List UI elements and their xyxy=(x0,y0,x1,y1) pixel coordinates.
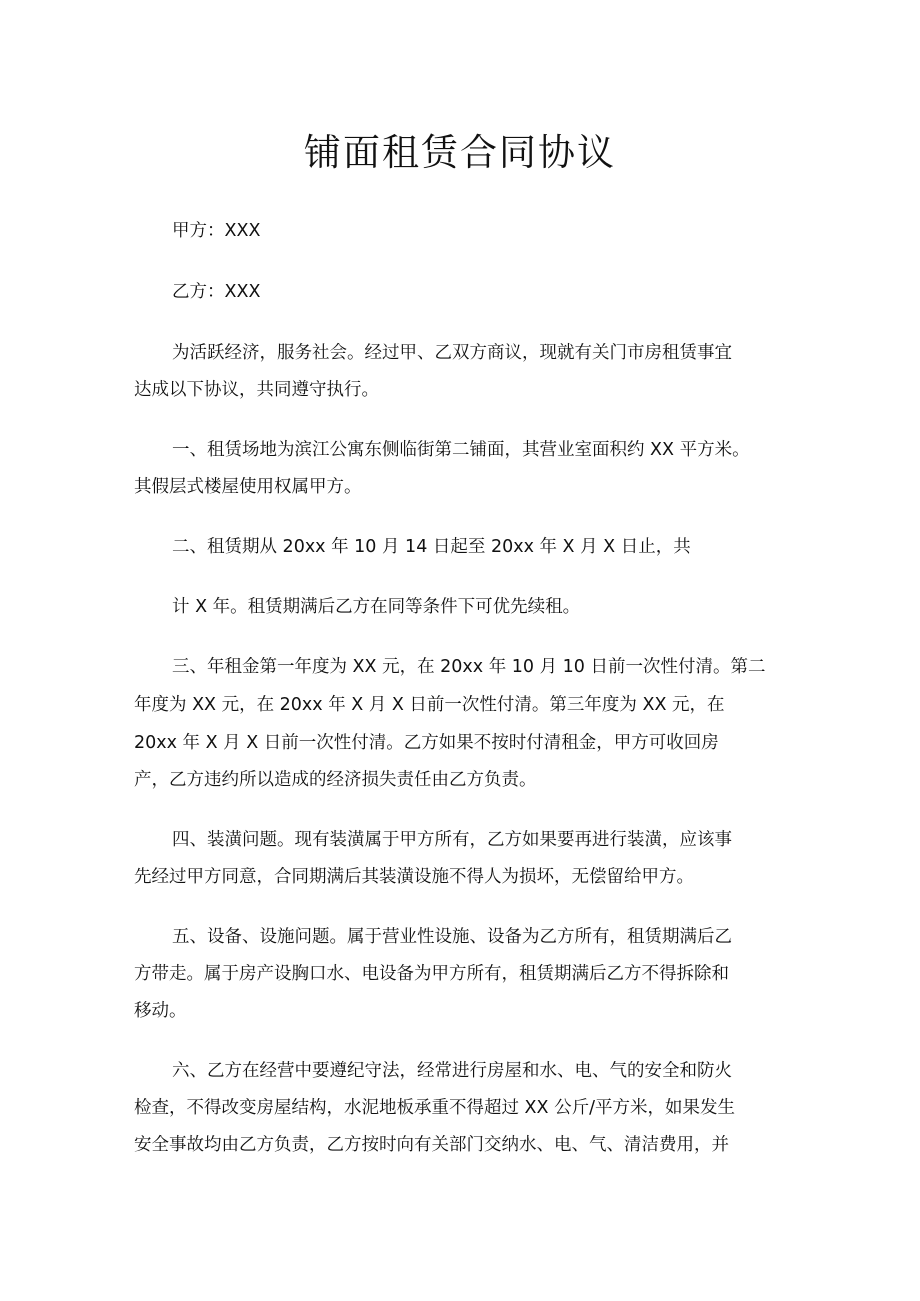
clause-5-line-2: 方带走。属于房产设胸口水、电设备为甲方所有，租赁期满后乙方不得拆除和 xyxy=(134,964,729,984)
party-a: 甲方：XXX xyxy=(172,221,261,241)
clause-4-line-1: 四、装潢问题。现有装潢属于甲方所有，乙方如果要再进行装潢，应该事 xyxy=(172,830,732,850)
clause-6-line-3: 安全事故均由乙方负责，乙方按时向有关部门交纳水、电、气、清洁费用，并 xyxy=(134,1135,729,1155)
clause-6-line-1: 六、乙方在经营中要遵纪守法，经常进行房屋和水、电、气的安全和防火 xyxy=(172,1061,732,1081)
clause-5-line-3: 移动。 xyxy=(134,1001,187,1021)
clause-3-line-3: 20xx 年 X 月 X 日前一次性付清。乙方如果不按时付清租金，甲方可收回房 xyxy=(134,733,719,753)
clause-2-line-2: 计 X 年。租赁期满后乙方在同等条件下可优先续租。 xyxy=(172,597,581,617)
clause-3-line-4: 产，乙方违约所以造成的经济损失责任由乙方负责。 xyxy=(134,770,537,790)
clause-1-line-1: 一、租赁场地为滨江公寓东侧临街第二铺面，其营业室面积约 XX 平方米。 xyxy=(172,440,750,460)
intro-line-2: 达成以下协议，共同遵守执行。 xyxy=(134,380,379,400)
clause-1-line-2: 其假层式楼屋使用权属甲方。 xyxy=(134,477,362,497)
clause-6-line-2: 检查，不得改变房屋结构，水泥地板承重不得超过 XX 公斤/平方米，如果发生 xyxy=(134,1098,735,1118)
party-b: 乙方：XXX xyxy=(172,282,261,302)
clause-2-line-1: 二、租赁期从 20xx 年 10 月 14 日起至 20xx 年 X 月 X 日止，共 xyxy=(172,537,691,557)
clause-3-line-1: 三、年租金第一年度为 XX 元，在 20xx 年 10 月 10 日前一次性付清。第二 xyxy=(172,657,766,677)
clause-5-line-1: 五、设备、设施问题。属于营业性设施、设备为乙方所有，租赁期满后乙 xyxy=(172,927,732,947)
intro-line-1: 为活跃经济，服务社会。经过甲、乙双方商议，现就有关门市房租赁事宜 xyxy=(172,343,732,363)
clause-4-line-2: 先经过甲方同意，合同期满后其装潢设施不得人为损坏，无偿留给甲方。 xyxy=(134,867,694,887)
document-title: 铺面租赁合同协议 xyxy=(304,131,616,174)
clause-3-line-2: 年度为 XX 元，在 20xx 年 X 月 X 日前一次性付清。第三年度为 XX 元，在 xyxy=(134,695,725,715)
